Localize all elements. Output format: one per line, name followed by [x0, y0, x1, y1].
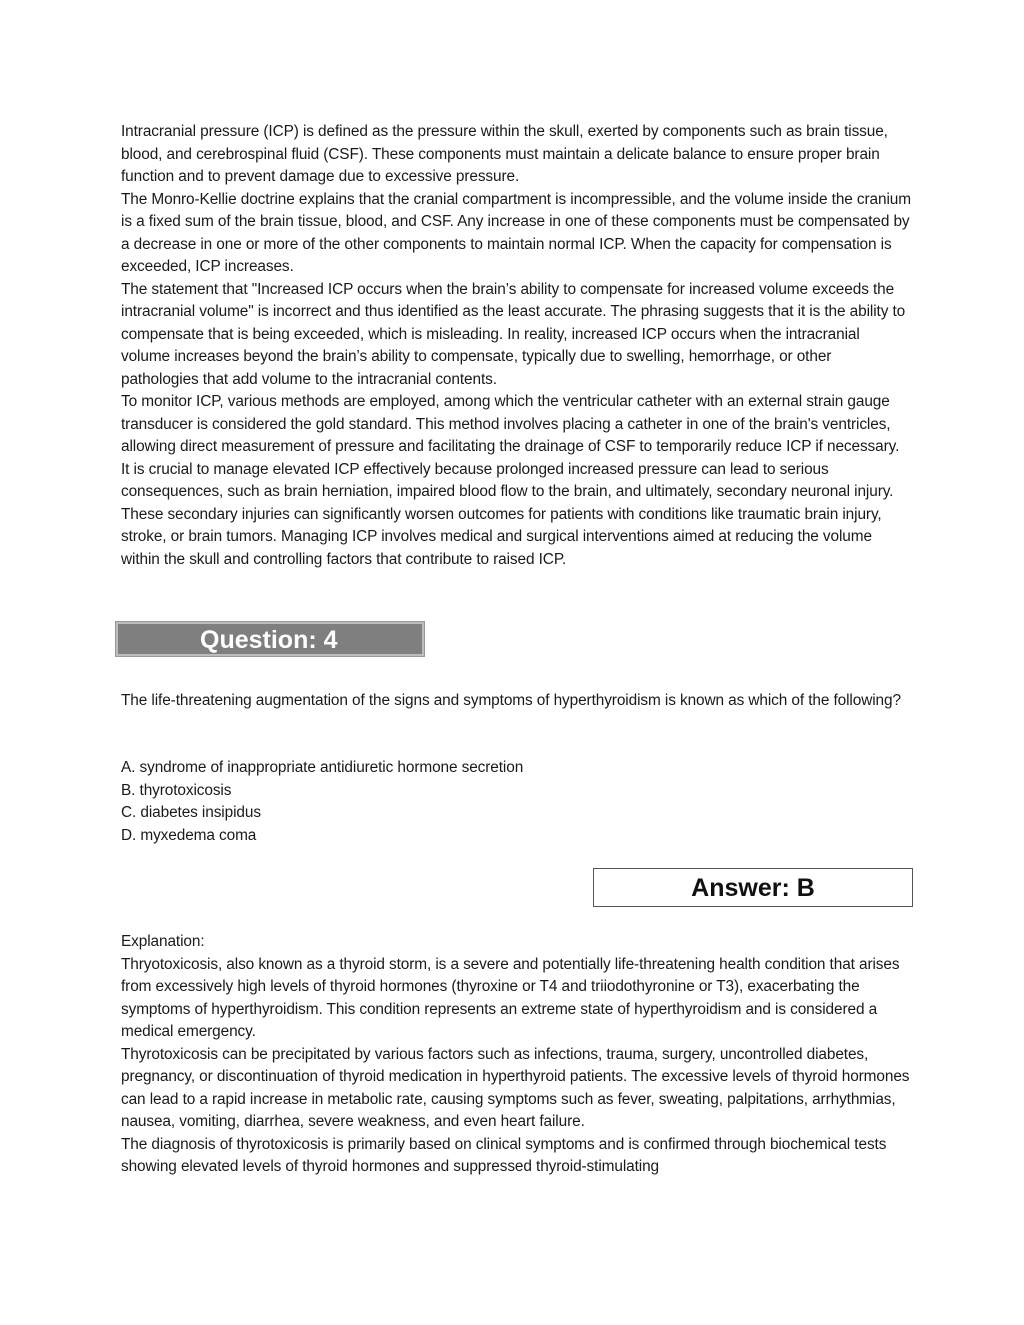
intro-paragraph: Intracranial pressure (ICP) is defined as the pressure within the skull, exerted by components such as brain tissue, blood, and cerebrospinal fluid (CSF). These components must maintain a delicate balance to ensure proper brain function and to prevent damage due to excessive pressure. — [121, 123, 888, 185]
intro-paragraph: The statement that "Increased ICP occurs when the brain’s ability to compensate for increased volume exceeds the intracranial volume" is incorrect and thus identified as the least accurate. The phrasing suggests that it is the ability to compensate that is being exceeded, which is misleading. In reality, increased ICP occurs when the intracranial volume increases beyond the brain’s ability to compensate, typically due to swelling, hemorrhage, or other pathologies that add volume to the intracranial contents. — [121, 280, 906, 388]
explanation-heading: Explanation: — [121, 933, 205, 950]
option-c: C. diabetes insipidus — [121, 804, 261, 821]
option-b: B. thyrotoxicosis — [121, 781, 232, 799]
explanation-paragraph: Thryotoxicosis, also known as a thyroid storm, is a severe and potentially life-threatening health condition that arises from excessively high levels of thyroid hormones (thyroxine or T4 and triiodothyronine or T3), exacerbating the symptoms of hyperthyroidism. This condition represents an extreme state of hyperthyroidism and is considered a medical emergency. — [121, 955, 900, 1040]
answer-options — [121, 757, 911, 847]
intro-explanation — [121, 121, 911, 571]
question-number: Question: 4 — [200, 626, 338, 654]
answer-box — [593, 868, 913, 907]
option-d: D. myxedema coma — [121, 826, 257, 844]
intro-paragraph: To monitor ICP, various methods are employed, among which the ventricular catheter with an external strain gauge transducer is considered the gold standard. This method involves placing a catheter in one of the brain's ventricles, allowing direct measurement of pressure and facilitating the drainage of CSF to temporarily reduce ICP if necessary. — [121, 393, 900, 455]
intro-paragraph: The Monro-Kellie doctrine explains that the cranial compartment is incompressible, and the volume inside the cranium is a fixed sum of the brain tissue, blood, and CSF. Any increase in one of these components must be compensated by a decrease in one or more of the other components to maintain normal ICP. When the capacity for compensation is exceeded, ICP increases. — [121, 190, 911, 275]
question-text-block — [121, 690, 911, 713]
explanation-paragraph: Thyrotoxicosis can be precipitated by various factors such as infections, trauma, surgery, uncontrolled diabetes, pregnancy, or discontinuation of thyroid medication in hyperthyroid patients. The excessive levels of thyroid hormones can lead to a rapid increase in metabolic rate, causing symptoms such as fever, sweating, palpitations, arrhythmias, nausea, vomiting, diarrhea, severe weakness, and even heart failure. — [121, 1045, 910, 1130]
question-banner — [116, 622, 424, 656]
explanation-paragraph: The diagnosis of thyrotoxicosis is primarily based on clinical symptoms and is confirmed through biochemical tests showing elevated levels of thyroid hormones and suppressed thyroid-stimulating — [121, 1135, 887, 1175]
option-a: A. syndrome of inappropriate antidiuretic hormone secretion — [121, 759, 524, 776]
answer-label: Answer: B — [691, 874, 815, 902]
explanation-block — [121, 931, 911, 1179]
question-text: The life-threatening augmentation of the signs and symptoms of hyperthyroidism is known as which of the following? — [121, 692, 901, 709]
intro-paragraph: It is crucial to manage elevated ICP effectively because prolonged increased pressure can lead to serious consequences, such as brain herniation, impaired blood flow to the brain, and ultimately, secondary neuronal injury. These secondary injuries can significantly worsen outcomes for patients with conditions like traumatic brain injury, stroke, or brain tumors. Managing ICP involves medical and surgical interventions aimed at reducing the volume within the skull and controlling factors that contribute to raised ICP. — [121, 460, 894, 568]
